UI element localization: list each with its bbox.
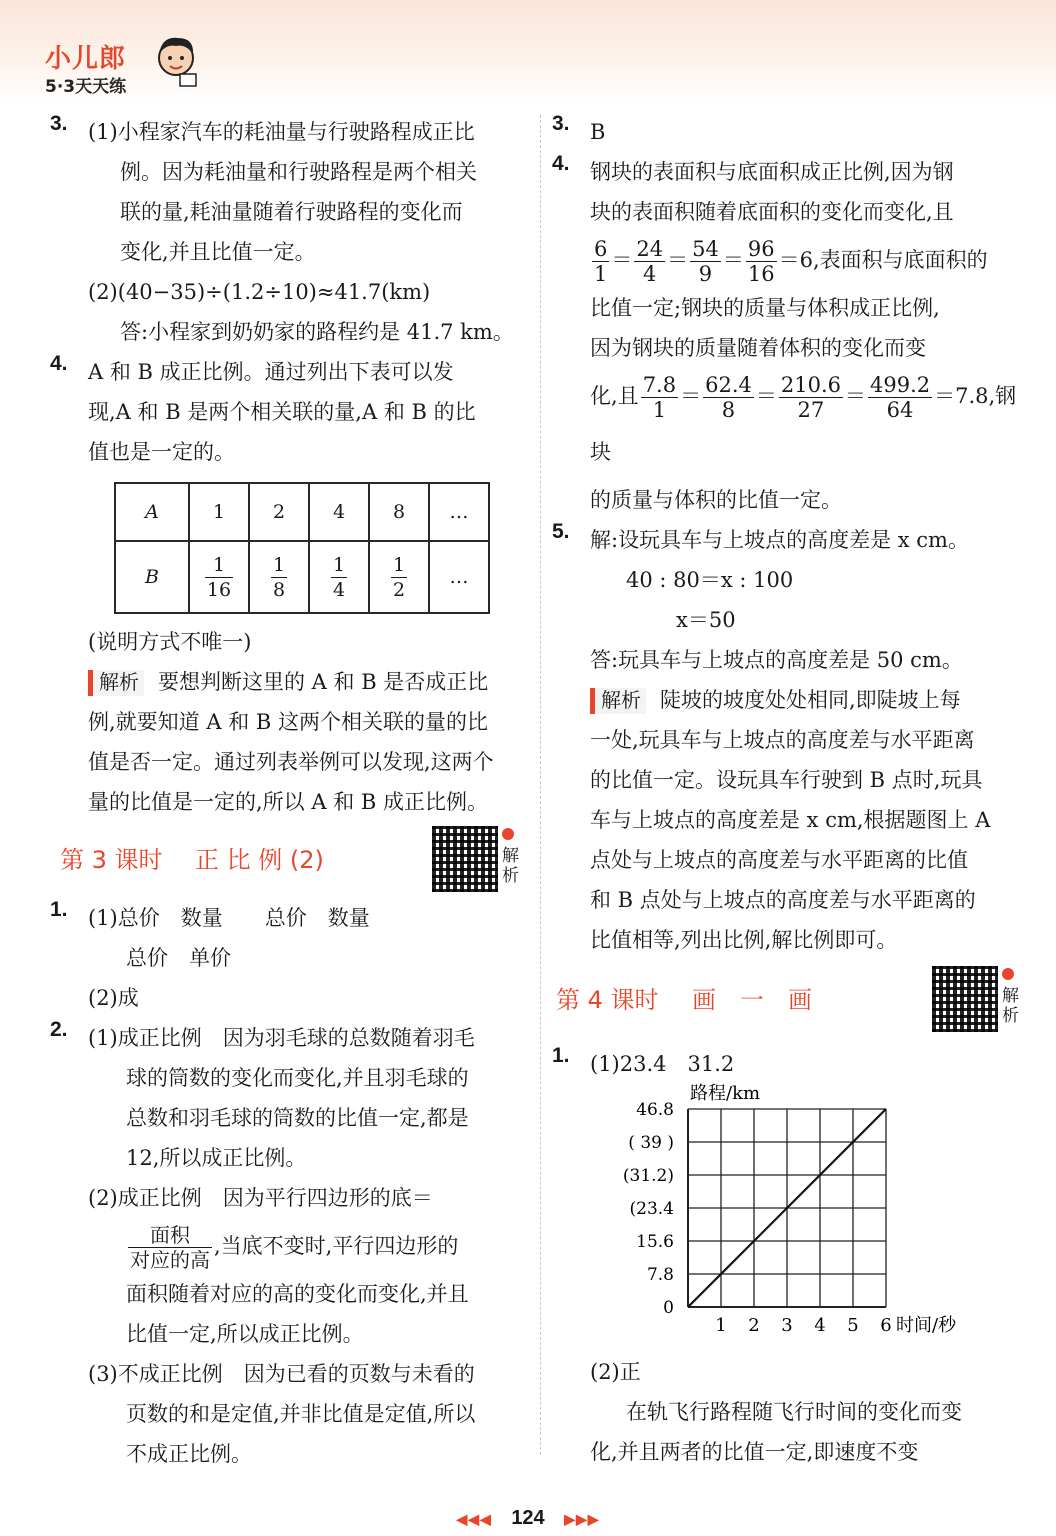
x-tick-label: 3 — [781, 1315, 793, 1336]
fraction-denominator: 4 — [332, 578, 346, 601]
analysis-line: 一处,玩具车与上坡点的高度差与水平距离 — [590, 728, 975, 752]
note-line: (说明方式不唯一) — [88, 630, 252, 654]
analysis-line: 的比值一定。设玩具车行驶到 B 点时,玩具 — [590, 768, 983, 792]
fraction-denominator: 1 — [594, 262, 608, 286]
distance-time-chart — [600, 1075, 1020, 1340]
question-number: 1. — [552, 1044, 570, 1067]
table-cell: … — [429, 541, 489, 613]
fraction-numerator: 96 — [747, 237, 775, 261]
text-line: (1)总价 数量 总价 数量 — [88, 906, 370, 930]
qr-label: 解析 — [1002, 986, 1019, 1026]
text-line: (1)小程家汽车的耗油量与行驶路程成正比 — [88, 120, 475, 144]
fraction-numerator: 6 — [594, 237, 608, 261]
text-line: 钢块的表面积与底面积成正比例,因为钢 — [590, 160, 954, 184]
fraction-numerator: 54 — [692, 237, 719, 261]
right-q3 — [552, 112, 1022, 152]
analysis-line — [590, 680, 1022, 720]
y-tick-label: (23.4 — [629, 1199, 674, 1219]
fraction-numerator: 24 — [636, 237, 664, 261]
text-line: 解:设玩具车与上坡点的高度差是 x cm。 — [590, 528, 969, 552]
question-number: 5. — [552, 520, 570, 543]
qr-code-icon[interactable] — [932, 966, 998, 1032]
fraction-denominator: 16 — [747, 262, 775, 286]
text-line: 总价 单价 — [126, 946, 231, 970]
lesson-title: 正 比 例 (2) — [195, 846, 324, 874]
x-axis-label: 时间/秒 — [896, 1315, 957, 1336]
right-q4 — [552, 152, 1022, 520]
text-span: 化,且 — [590, 384, 639, 408]
right-column — [552, 112, 1022, 1084]
fraction-denominator: 8 — [272, 578, 286, 601]
table-row — [115, 541, 489, 613]
mascot-icon — [152, 32, 200, 90]
text-span: ＝6,表面积与底面积的 — [778, 248, 988, 272]
ab-table — [114, 482, 490, 614]
analysis-line: 比值相等,列出比例,解比例即可。 — [590, 928, 898, 952]
answer-line: 答:小程家到奶奶家的路程约是 41.7 km。 — [120, 320, 514, 344]
text-line: 比值一定,所以成正比例。 — [126, 1322, 364, 1346]
analysis-text: 陡坡的坡度处处相同,即陡坡上每 — [660, 688, 961, 712]
analysis-line: 和 B 点处与上坡点的高度差与水平距离的 — [590, 888, 976, 912]
text-line: 总数和羽毛球的筒数的比值一定,都是 — [126, 1106, 469, 1130]
y-tick-label: 0 — [663, 1298, 674, 1318]
question-number: 1. — [50, 898, 68, 921]
lesson4-heading — [552, 960, 1022, 1044]
text-line: (2)(40−35)÷(1.2÷10)≈41.7(km) — [88, 280, 431, 304]
x-tick-label: 1 — [715, 1315, 727, 1336]
fraction-denominator: 9 — [698, 262, 713, 286]
fraction-denominator: 8 — [721, 398, 736, 422]
fraction-denominator: 4 — [643, 262, 657, 286]
fraction-denominator: 对应的高 — [130, 1248, 210, 1272]
analysis-line: 值是否一定。通过列表举例可以发现,这两个 — [88, 750, 494, 774]
table-cell: … — [429, 483, 489, 541]
table-cell — [249, 541, 309, 613]
brand-logo: 小儿郎 — [45, 44, 127, 74]
fraction-numerator: 1 — [392, 553, 406, 576]
y-tick-label: ( 39 ) — [628, 1133, 674, 1153]
analysis-line: 量的比值是一定的,所以 A 和 B 成正比例。 — [88, 790, 488, 814]
text-line: (1)成正比例 因为羽毛球的总数随着羽毛 — [88, 1026, 475, 1050]
fraction-denominator: 16 — [206, 578, 232, 601]
x-tick-label: 2 — [748, 1315, 760, 1336]
fraction-denominator: 2 — [392, 578, 406, 601]
y-tick-label: 15.6 — [636, 1232, 674, 1252]
table-row — [115, 483, 489, 541]
fraction-numerator: 1 — [332, 553, 346, 576]
question-number: 3. — [552, 112, 570, 135]
play-icon — [502, 828, 514, 840]
analysis-tag: 解析 — [88, 670, 144, 696]
y-tick-label: (31.2) — [622, 1166, 674, 1186]
l3-q2 — [50, 1018, 525, 1474]
equation-line: 40 : 80＝x : 100 — [626, 568, 794, 592]
fraction-numerator: 62.4 — [705, 373, 752, 397]
text-line: (1)23.4 31.2 — [590, 1052, 735, 1076]
text-line: 现,A 和 B 是两个相关联的量,A 和 B 的比 — [88, 400, 476, 424]
text-line: 12,所以成正比例。 — [126, 1146, 307, 1170]
text-line: 变化,并且比值一定。 — [120, 240, 316, 264]
y-tick-label: 7.8 — [646, 1265, 674, 1285]
next-arrows-icon: ▶▶▶ — [564, 1511, 600, 1527]
text-line: (2)正 — [590, 1360, 641, 1384]
prev-arrows-icon: ◀◀◀ — [456, 1511, 492, 1527]
fraction-line — [88, 1218, 525, 1274]
fraction-numerator: 499.2 — [869, 373, 931, 397]
equation-line: x＝50 — [676, 608, 736, 632]
l3-q1 — [50, 898, 525, 1018]
table-cell: A — [115, 483, 189, 541]
left-q4 — [50, 352, 525, 472]
fraction-denominator: 64 — [886, 398, 914, 422]
fraction-numerator: 1 — [205, 553, 233, 578]
x-tick-label: 5 — [847, 1315, 859, 1336]
play-icon — [1002, 968, 1014, 980]
fraction-numerator: 1 — [272, 553, 286, 576]
analysis-line: 车与上坡点的高度差是 x cm,根据题图上 A — [590, 808, 991, 832]
text-line: 不成正比例。 — [126, 1442, 252, 1466]
text-line: 的质量与体积的比值一定。 — [590, 488, 842, 512]
column-divider — [540, 115, 541, 1455]
text-line: (3)不成正比例 因为已看的页数与未看的 — [88, 1362, 475, 1386]
left-column — [50, 112, 525, 1474]
text-line: 块的表面积随着底面积的变化而变化,且 — [590, 200, 954, 224]
analysis-line: 点处与上坡点的高度差与水平距离的比值 — [590, 848, 968, 872]
qr-code-icon[interactable] — [432, 826, 498, 892]
table-cell: 8 — [369, 483, 429, 541]
text-line: B — [590, 120, 606, 144]
table-cell — [189, 541, 249, 613]
text-line: 面积随着对应的高的变化而变化,并且 — [126, 1282, 469, 1306]
fraction-line: 化,且 $\frac{7.8}{1}$ ＝ $\frac{62.4}{8}$ ＝ $\frac{210.6}{27}$ ＝ $\frac{499.2}{64}$ ＝7.8,钢块 — [590, 373, 1017, 464]
l4-q1-part2 — [590, 1352, 1030, 1472]
table-cell: 2 — [249, 483, 309, 541]
answer-line: 答:玩具车与上坡点的高度差是 50 cm。 — [590, 648, 963, 672]
text-span: ,当底不变时,平行四边形的 — [214, 1234, 459, 1258]
table-cell: B — [115, 541, 189, 613]
left-q3 — [50, 112, 525, 352]
question-number: 4. — [50, 352, 68, 375]
text-line: 化,并且两者的比值一定,即速度不变 — [590, 1440, 919, 1464]
right-q5 — [552, 520, 1022, 960]
fraction-numerator: 210.6 — [780, 373, 841, 397]
table-cell — [369, 541, 429, 613]
x-tick-label: 6 — [880, 1315, 892, 1336]
lesson-number: 第 3 课时 — [60, 846, 163, 874]
text-line: 例。因为耗油量和行驶路程是两个相关 — [120, 160, 477, 184]
analysis-line: 例,就要知道 A 和 B 这两个相关联的量的比 — [88, 710, 488, 734]
analysis-tag: 解析 — [590, 688, 646, 714]
question-number: 4. — [552, 152, 570, 175]
text-line: (2)成 — [88, 986, 139, 1010]
table-cell: 1 — [189, 483, 249, 541]
question-number: 2. — [50, 1018, 68, 1041]
table-cell: 4 — [309, 483, 369, 541]
lesson-number: 第 4 课时 — [556, 986, 659, 1014]
analysis-text: 要想判断这里的 A 和 B 是否成正比 — [158, 670, 489, 694]
series-label: 5·3天天练 — [45, 77, 127, 97]
x-tick-label: 4 — [814, 1315, 826, 1336]
question-number: 3. — [50, 112, 68, 135]
fraction-numerator: 面积 — [128, 1223, 212, 1248]
y-axis-label: 路程/km — [690, 1083, 761, 1104]
qr-label: 解析 — [502, 846, 519, 886]
page-footer — [0, 1507, 1056, 1530]
text-line: 比值一定;钢块的质量与体积成正比例, — [590, 296, 940, 320]
fraction-numerator: 7.8 — [642, 373, 677, 397]
text-line: 值也是一定的。 — [88, 440, 235, 464]
table-cell — [309, 541, 369, 613]
lesson-title: 画 一 画 — [692, 986, 812, 1014]
text-line: 页数的和是定值,并非比值是定值,所以 — [126, 1402, 476, 1426]
text-line: 联的量,耗油量随着行驶路程的变化而 — [120, 200, 463, 224]
y-tick-label: 46.8 — [636, 1100, 674, 1120]
text-line: (2)成正比例 因为平行四边形的底＝ — [88, 1186, 433, 1210]
text-line: 球的筒数的变化而变化,并且羽毛球的 — [126, 1066, 469, 1090]
page-number: 124 — [511, 1507, 545, 1529]
text-line: 在轨飞行路程随飞行时间的变化而变 — [626, 1400, 962, 1424]
fraction-denominator: 27 — [797, 398, 825, 422]
lesson3-heading — [50, 822, 525, 898]
analysis-line — [50, 662, 525, 702]
text-span: ＝7.8,钢块 — [590, 384, 1017, 464]
fraction-denominator: 1 — [652, 398, 667, 422]
text-line: A 和 B 成正比例。通过列出下表可以发 — [88, 360, 454, 384]
text-line: 因为钢块的质量随着体积的变化而变 — [590, 336, 926, 360]
fraction-line: $\frac{6}{1}$ ＝ $\frac{24}{4}$ ＝ $\frac{54}{9}$ ＝ $\frac{96}{16}$ ＝6,表面积与底面积的 — [594, 237, 988, 286]
